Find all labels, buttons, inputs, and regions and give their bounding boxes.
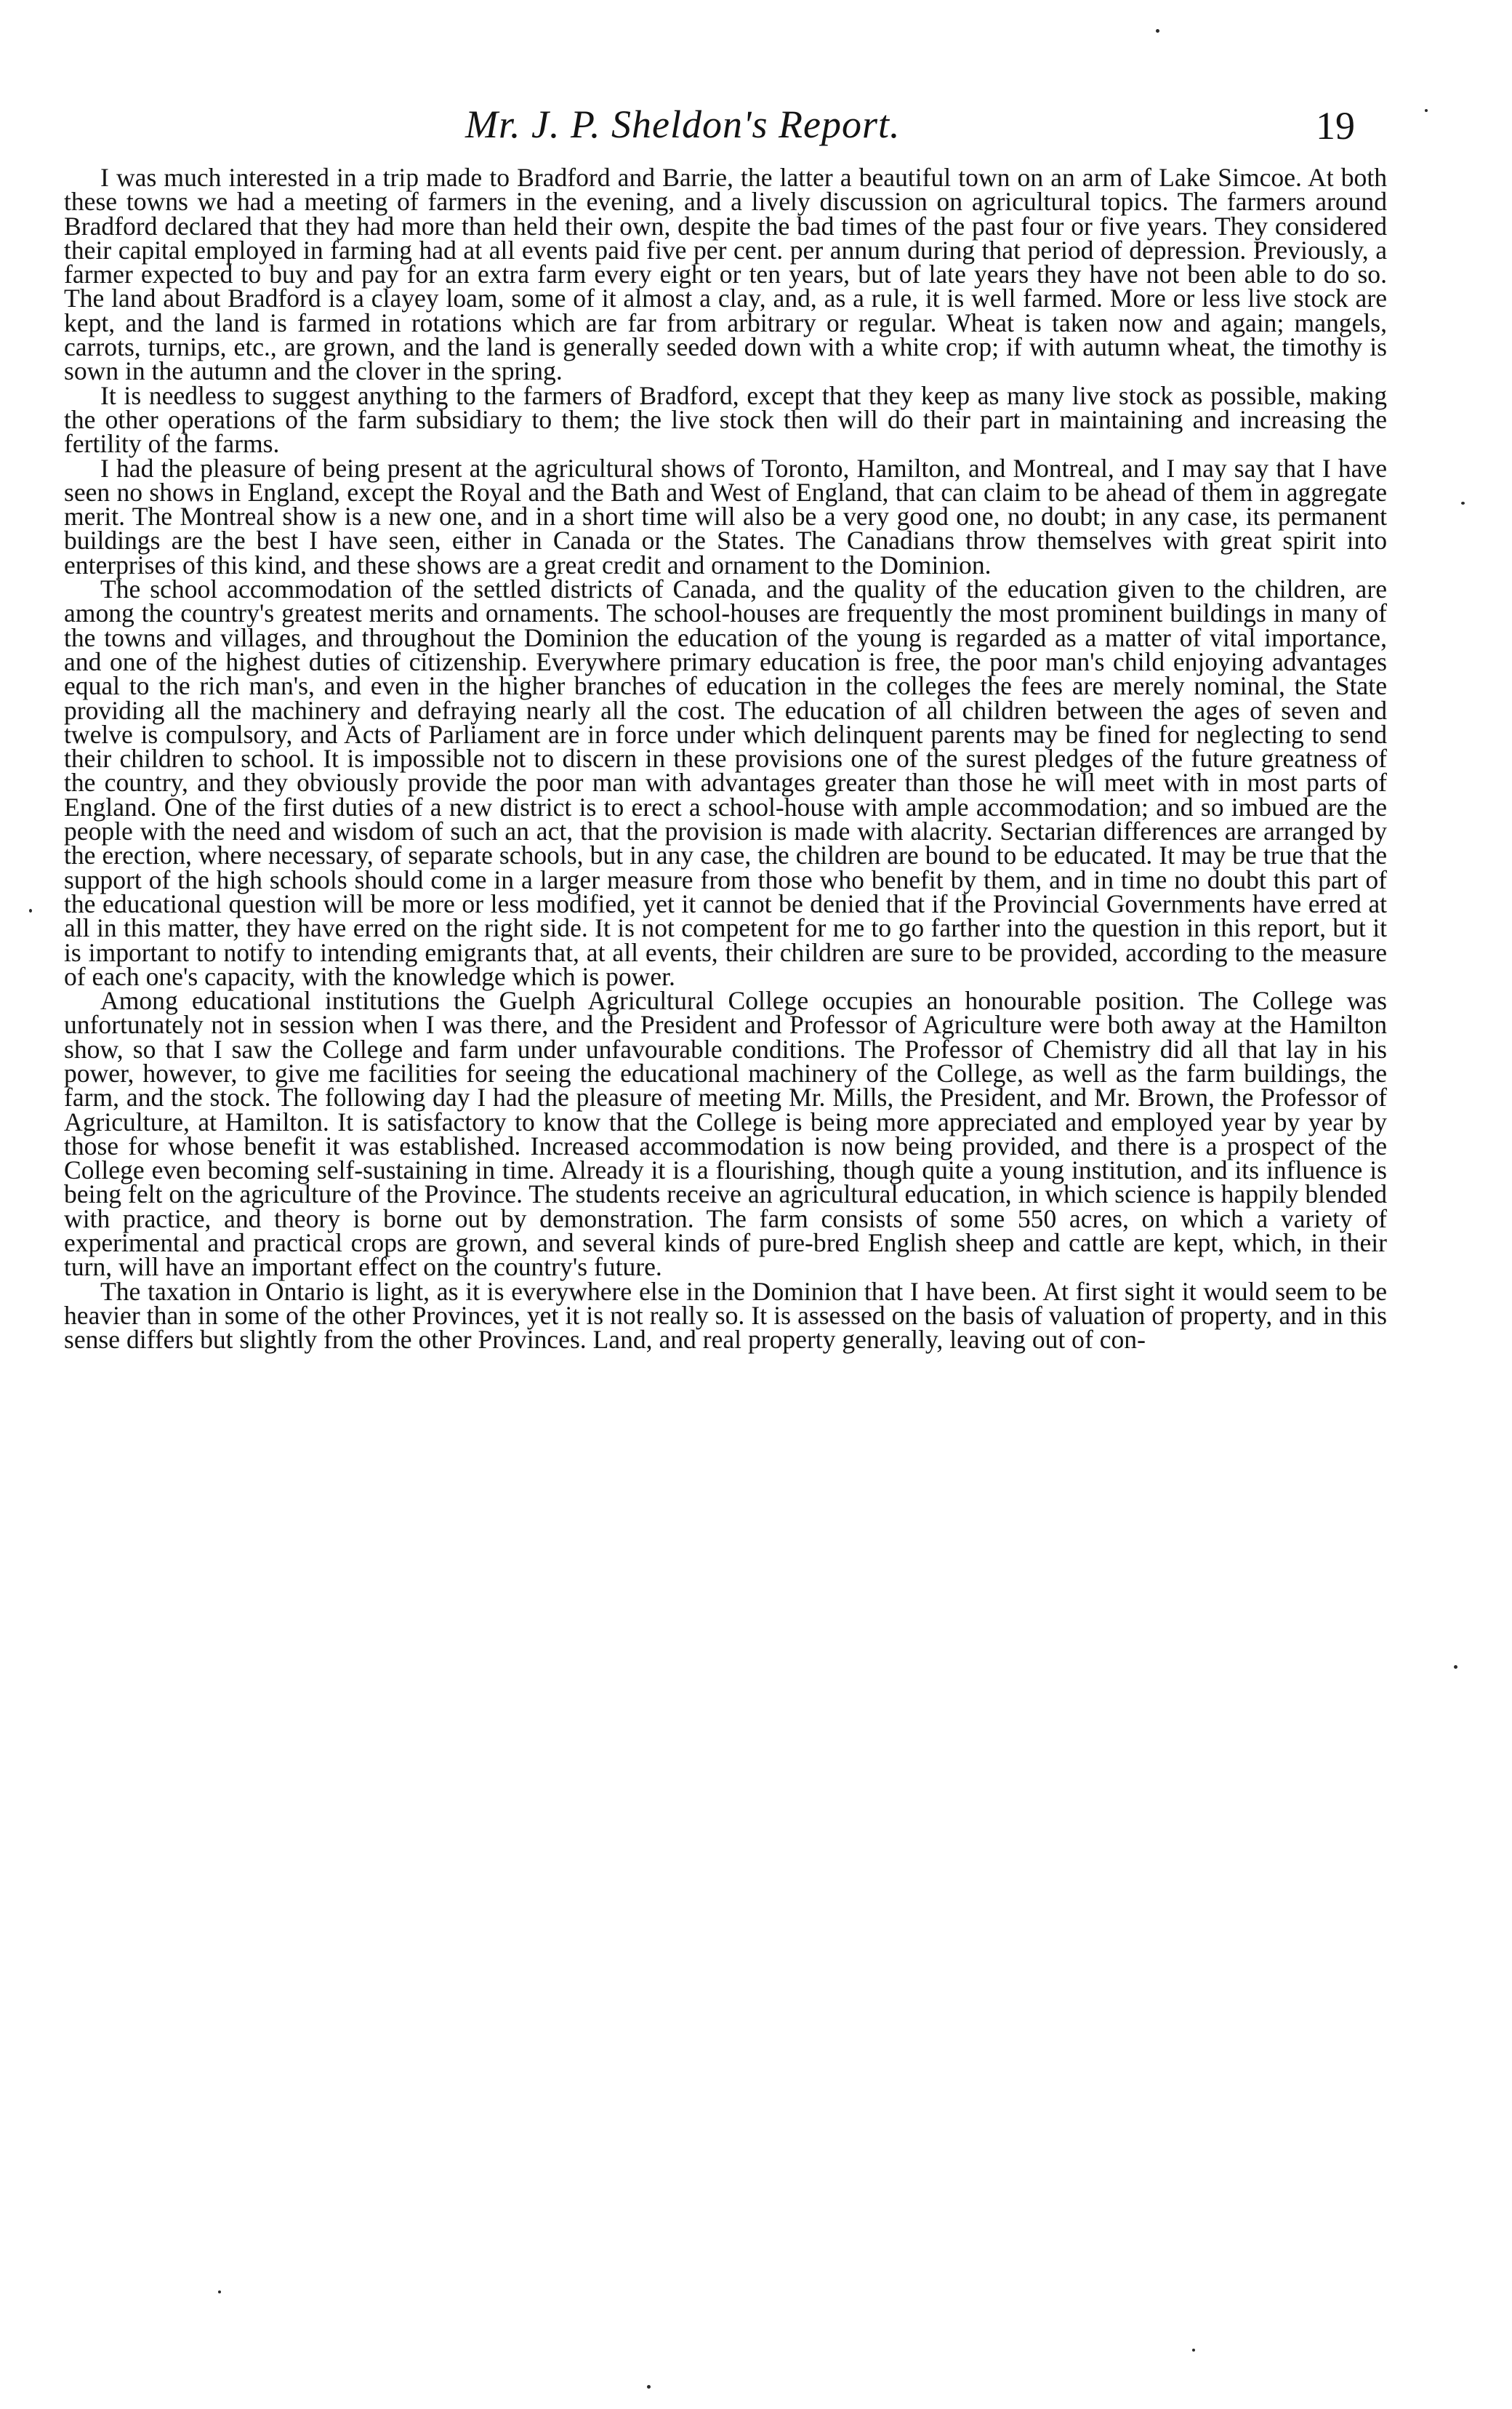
paragraph-live-stock-advice: It is needless to suggest anything to the farmers of Bradford, except that they keep as many live stock as possible, making the other operations of the farm subsidiary to them; the live stock then will do their part in maintaining and increasing the fertility of the farms. bbox=[64, 380, 1387, 459]
scan-speck bbox=[29, 909, 32, 913]
paragraph-taxation: The taxation in Ontario is light, as it is everywhere else in the Dominion that I have been. At first sight it would seem to be heavier than in some of the other Provinces, yet it is not really so. It is assessed on the basis of valuation of property, and in this sense differs but slightly from the other Provinces. Land, and real property generally, leaving out of con- bbox=[64, 1276, 1387, 1355]
scan-speck bbox=[1425, 109, 1428, 112]
paragraph-guelph-college: Among educational institutions the Guelph Agricultural College occupies an honourable position. The College was unfortunately not in session when I was there, and the President and Professor of Agriculture were both away at the Hamilton show, so that I saw the College and farm under unfavourable conditions. The Professor of Chemistry did all that lay in his power, however, to give me facilities for seeing the educational machinery of the College, as well as the farm buildings, the farm, and the stock. The following day I had the pleasure of meeting Mr. Mills, the President, and Mr. Brown, the Professor of Agriculture, at Hamilton. It is satisfactory to know that the College is being more appreciated and employed year by year by those for whose benefit it was established. Increased accommodation is now being provided, and there is a prospect of the College even becoming self-sustaining in time. Already it is a flourishing, though quite a young institution, and its influence is being felt on the agriculture of the Province. The students receive an agricultural education, in which science is happily blended with practice, and theory is borne out by demonstration. The farm consists of some 550 acres, on which a variety of experimental and practical crops are grown, and several kinds of pure-bred English sheep and cattle are kept, which, in their turn, will have an important effect on the country's future. bbox=[64, 986, 1387, 1282]
scan-speck bbox=[1454, 1665, 1457, 1669]
page-header bbox=[0, 102, 1512, 153]
paragraph-bradford-trip: I was much interested in a trip made to Bradford and Barrie, the latter a beautiful town on an arm of Lake Simcoe. At both these towns we had a meeting of farmers in the evening, and a lively discussion on agricultural topics. The farmers around Bradford declared that they had more than held their own, despite the bad times of the past four or five years. They considered their capital employed in farming had at all events paid five per cent. per annum during that period of depression. Previously, a farmer expected to buy and pay for an extra farm every eight or ten years, but of late years they have not been able to do so. The land about Bradford is a clayey loam, some of it almost a clay, and, as a rule, it is well farmed. More or less live stock are kept, and the land is farmed in rotations which are far from arbitrary or regular. Wheat is taken now and again; mangels, carrots, turnips, etc., are grown, and the land is generally seeded down with a white crop; if with autumn wheat, the timothy is sown in the autumn and the clover in the spring. bbox=[64, 163, 1387, 386]
page-number: 19 bbox=[1316, 104, 1355, 148]
scan-speck bbox=[647, 2385, 651, 2389]
scan-speck bbox=[218, 2290, 221, 2293]
running-title: Mr. J. P. Sheldon's Report. bbox=[465, 103, 901, 146]
scan-speck bbox=[1156, 29, 1159, 33]
scan-speck bbox=[1461, 502, 1465, 505]
paragraph-agricultural-shows: I had the pleasure of being present at the agricultural shows of Toronto, Hamilton, and Montreal, and I may say that I have seen no shows in England, except the Royal and the Bath and West of England, that can claim to be ahead of them in aggregate merit. The Montreal show is a new one, and in a short time will also be a very good one, no doubt; in any case, its permanent buildings are the best I have seen, either in Canada or the States. The Canadians throw themselves with great spirit into enterprises of this kind, and these shows are a great credit and ornament to the Dominion. bbox=[64, 453, 1387, 580]
paragraph-school-education: The school accommodation of the settled districts of Canada, and the quality of the education given to the children, are among the country's greatest merits and ornaments. The school-houses are frequently the most prominent buildings in many of the towns and villages, and throughout the Dominion the education of the young is regarded as a matter of vital importance, and one of the highest duties of citizenship. Everywhere primary education is free, the poor man's child enjoying advantages equal to the rich man's, and even in the higher branches of education in the colleges the fees are merely nominal, the State providing all the machinery and defraying nearly all the cost. The education of all children between the ages of seven and twelve is compulsory, and Acts of Parliament are in force under which delinquent parents may be fined for neglecting to send their children to school. It is impossible not to discern in these provisions one of the surest pledges of the future greatness of the country, and they obviously provide the poor man with advantages greater than those he will meet with in most parts of England. One of the first duties of a new district is to erect a school-house with ample accommodation; and so imbued are the people with the need and wisdom of such an act, that the provision is made with alacrity. Sectarian differences are arranged by the erection, where necessary, of separate schools, but in any case, the children are bound to be educated. It may be true that the support of the high schools should come in a larger measure from those who benefit by them, and in time no doubt this part of the educational question will be more or less modified, yet it cannot be denied that if the Provincial Governments have erred at all in this matter, they have erred on the right side. It is not competent for me to go farther into the question in this report, but it is important to notify to intending emigrants that, at all events, their children are sure to be provided, according to the measure of each one's capacity, with the knowledge which is power. bbox=[64, 574, 1387, 991]
scan-speck bbox=[1192, 2349, 1195, 2352]
report-body bbox=[64, 163, 1387, 1355]
